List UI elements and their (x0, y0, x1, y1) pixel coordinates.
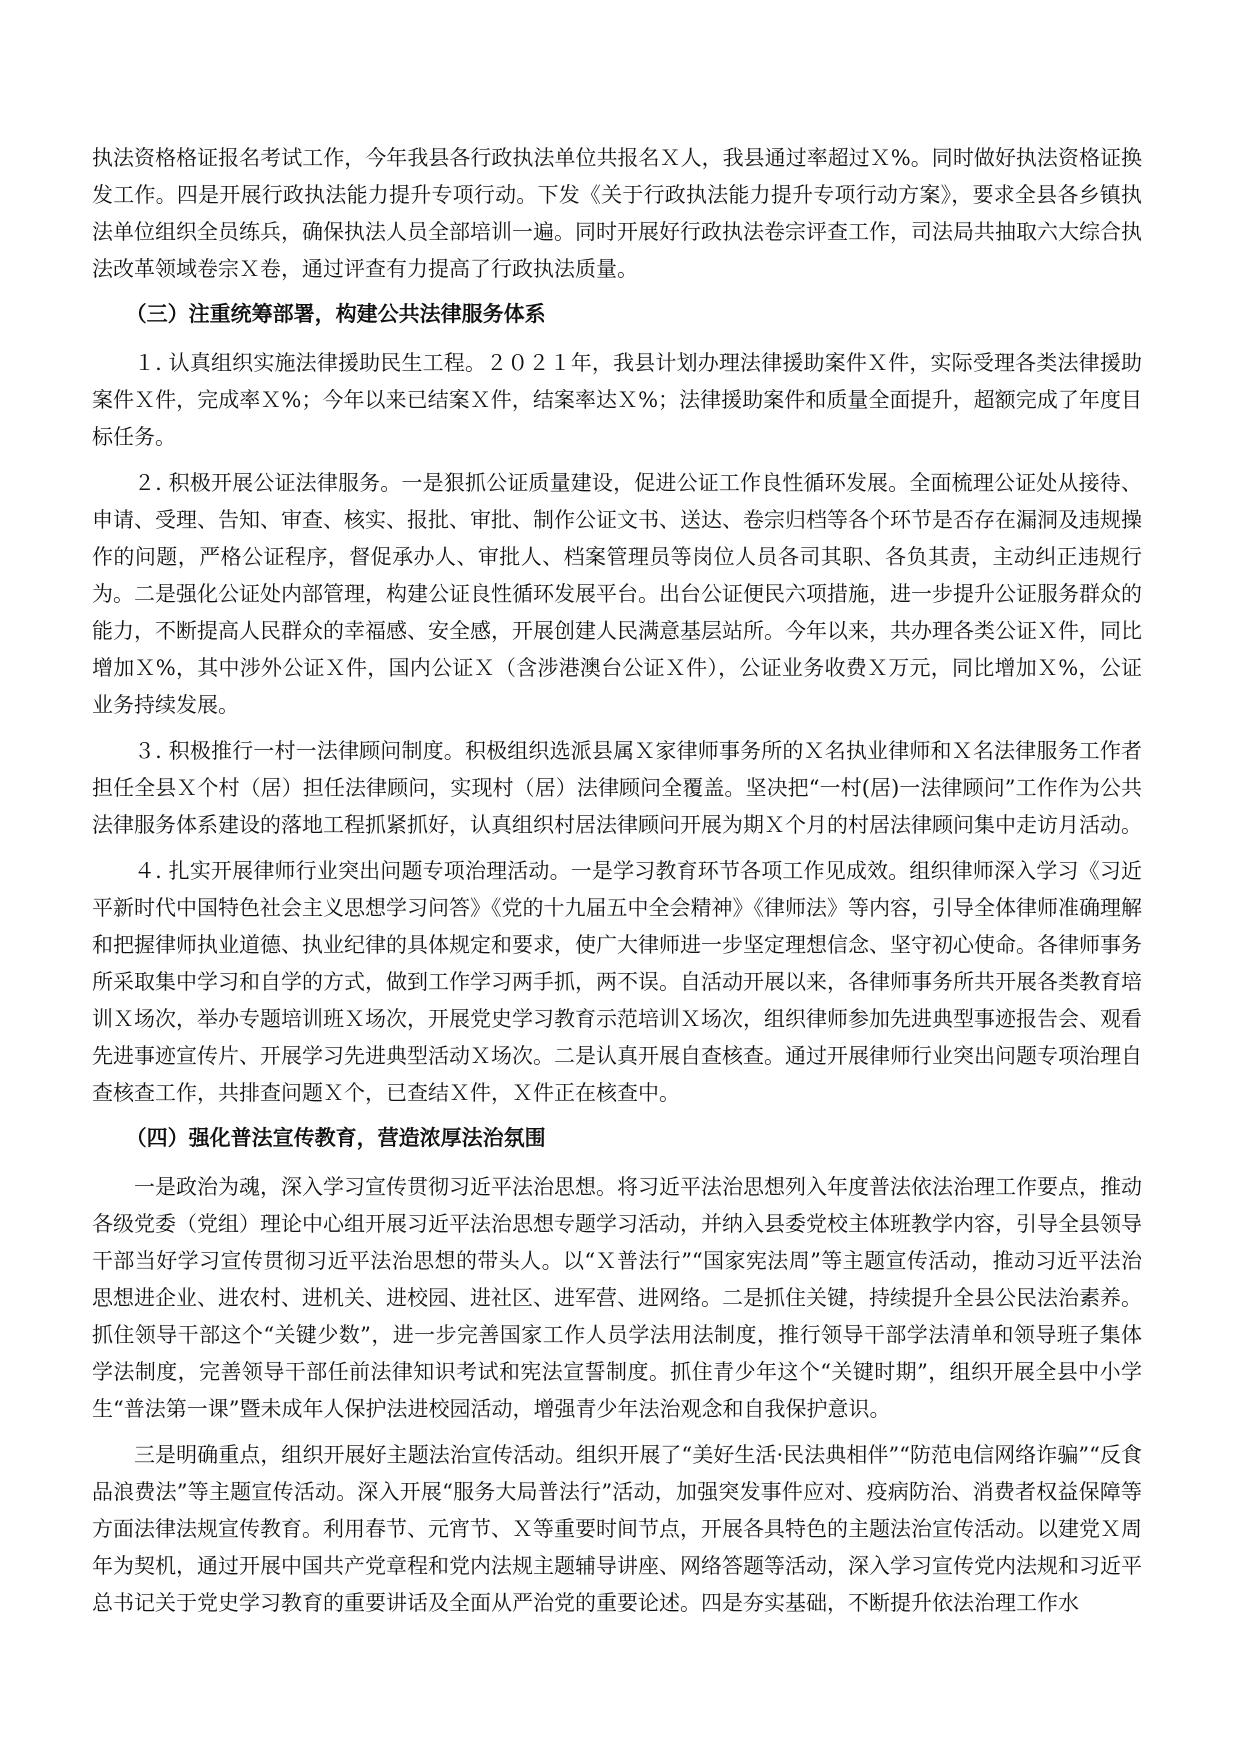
section-heading-3: （三）注重统筹部署，构建公共法律服务体系 (125, 302, 546, 326)
paragraph-village-counsel: ３. 积极推行一村一法律顾问制度。积极组织选派县属Ｘ家律师事务所的Ｘ名执业律师和Ｘ名法律服务工作者担任全县Ｘ个村（居）担任法律顾问，实现村（居）法律顾问全覆盖。坚决把“一村(居)一法律顾问”工作作为公共法律服务体系建设的落地工程抓紧抓好，认真组织村居法律顾问开展为期Ｘ个月的村居法律顾问集中走访月活动。 (92, 739, 1142, 837)
paragraph-lawyer-rectification: ４. 扎实开展律师行业突出问题专项治理活动。一是学习教育环节各项工作见成效。组织律师深入学习《习近平新时代中国特色社会主义思想学习问答》《党的十九届五中全会精神》《律师法》等内容，引导全体律师准确理解和把握律师执业道德、执业纪律的具体规定和要求，使广大律师进一步坚定理想信念、坚守初心使命。各律师事务所采取集中学习和自学的方式，做到工作学习两手抓，两不误。自活动开展以来，各律师事务所共开展各类教育培训Ｘ场次，举办专题培训班Ｘ场次，开展党史学习教育示范培训Ｘ场次，组织律师参加先进典型事迹报告会、观看先进事迹宣传片、开展学习先进典型活动Ｘ场次。二是认真开展自查核查。通过开展律师行业突出问题专项治理自查核查工作，共排查问题Ｘ个，已查结Ｘ件，Ｘ件正在核查中。 (92, 859, 1142, 1105)
paragraph-notary: ２. 积极开展公证法律服务。一是狠抓公证质量建设，促进公证工作良性循环发展。全面梳理公证处从接待、申请、受理、告知、审查、核实、报批、审批、制作公证文书、送达、卷宗归档等各个环节是否存在漏洞及违规操作的问题，严格公证程序，督促承办人、审批人、档案管理员等岗位人员各司其职、各负其责，主动纠正违规行为。二是强化公证处内部管理，构建公证良性循环发展平台。出台公证便民六项措施，进一步提升公证服务群众的能力，不断提高人民群众的幸福感、安全感，开展创建人民满意基层站所。今年以来，共办理各类公证Ｘ件，同比增加Ｘ%，其中涉外公证Ｘ件，国内公证Ｘ（含涉港澳台公证Ｘ件），公证业务收费Ｘ万元，同比增加Ｘ%，公证业务持续发展。 (92, 471, 1142, 717)
paragraph-exam-work: 执法资格格证报名考试工作，今年我县各行政执法单位共报名Ｘ人，我县通过率超过Ｘ%。同时做好执法资格证换发工作。四是开展行政执法能力提升专项行动。下发《关于行政执法能力提升专项行动方案》，要求全县各乡镇执法单位组织全员练兵，确保执法人员全部培训一遍。同时开展好行政执法卷宗评查工作，司法局共抽取六大综合执法改革领域卷宗Ｘ卷，通过评查有力提高了行政执法质量。 (92, 146, 1142, 281)
document-page (92, 140, 1142, 1631)
paragraph-theme-campaigns: 三是明确重点，组织开展好主题法治宣传活动。组织开展了“美好生活·民法典相伴”“防范电信网络诈骗”“反食品浪费法”等主题宣传活动。深入开展“服务大局普法行”活动，加强突发事件应对、疫病防治、消费者权益保障等方面法律法规宣传教育。利用春节、元宵节、Ｘ等重要时间节点，开展各具特色的主题法治宣传活动。以建党Ｘ周年为契机，通过开展中国共产党章程和党内法规主题辅导讲座、网络答题等活动，深入学习宣传党内法规和习近平总书记关于党史学习教育的重要讲话及全面从严治党的重要论述。四是夯实基础，不断提升依法治理工作水 (92, 1443, 1142, 1615)
paragraph-legal-aid: １. 认真组织实施法律援助民生工程。２０２１年，我县计划办理法律援助案件Ｘ件，实际受理各类法律援助案件Ｘ件，完成率Ｘ%；今年以来已结案Ｘ件，结案率达Ｘ%；法律援助案件和质量全面提升，超额完成了年度目标任务。 (92, 351, 1142, 449)
section-heading-4: （四）强化普法宣传教育，营造浓厚法治氛围 (125, 1126, 546, 1150)
paragraph-legal-thought: 一是政治为魂，深入学习宣传贯彻习近平法治思想。将习近平法治思想列入年度普法依法治理工作要点，推动各级党委（党组）理论中心组开展习近平法治思想专题学习活动，并纳入县委党校主体班教学内容，引导全县领导干部当好学习宣传贯彻习近平法治思想的带头人。以“Ｘ普法行”“国家宪法周”等主题宣传活动，推动习近平法治思想进企业、进农村、进机关、进校园、进社区、进军营、进网络。二是抓住关键，持续提升全县公民法治素养。抓住领导干部这个“关键少数”，进一步完善国家工作人员学法用法制度，推行领导干部学法清单和领导班子集体学法制度，完善领导干部任前法律知识考试和宪法宣誓制度。抓住青少年这个“关键时期”，组织开展全县中小学生“普法第一课”暨未成年人保护法进校园活动，增强青少年法治观念和自我保护意识。 (92, 1175, 1142, 1421)
